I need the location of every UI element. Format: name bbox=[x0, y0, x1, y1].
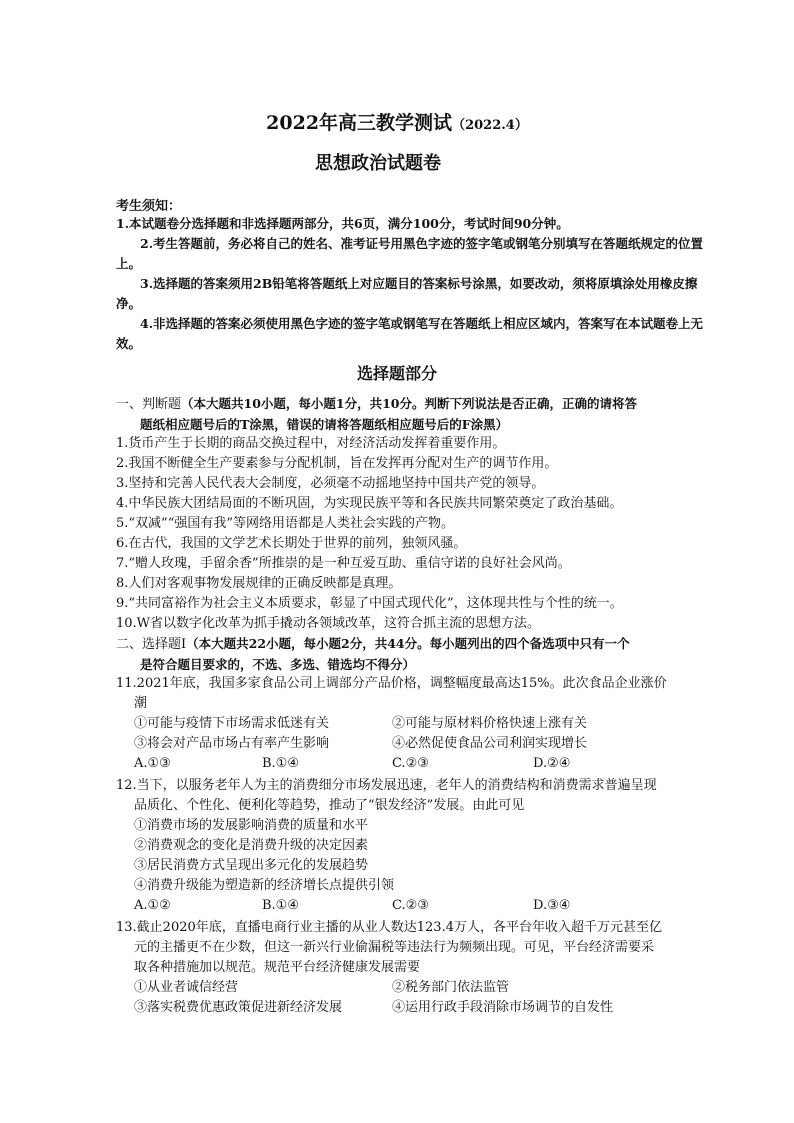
q12-option-3: ③居民消费方式呈现出多元化的发展趋势 bbox=[134, 858, 369, 873]
section-title: 选择题部分 bbox=[356, 364, 437, 383]
part1-instruction: （本大题共10小题，每小题1分，共10分。判断下列说法是否正确，正确的请将答 bbox=[181, 396, 638, 411]
q11-answer-d: D.②④ bbox=[533, 756, 571, 771]
part1-instruction-cont: 题纸相应题号后的T涂黑，错误的请将答题纸相应题号后的F涂黑） bbox=[140, 417, 509, 432]
part2-instruction: （本大题共22小题，每小题2分，共44分。每小题列出的四个备选项中只有一个 bbox=[186, 636, 630, 651]
part2-header bbox=[116, 634, 706, 675]
q13-stem-line1: 13.截止2020年底，直播电商行业主播的从业人数达123.4万人，各平台年收入超千万元甚至亿 bbox=[116, 920, 662, 935]
part2-instruction-cont: 是符合题目要求的，不选、多选、错选均不得分） bbox=[140, 657, 416, 672]
q11-stem-line1: 11.2021年底，我国多家食品公司上调部分产品价格，调整幅度最高达15%。此次食品企业涨价 bbox=[116, 676, 667, 691]
q12-stem-line1: 12.当下，以服务老年人为主的消费细分市场发展迅速，老年人的消费结构和消费需求普遍呈现 bbox=[116, 778, 657, 793]
exam-subtitle: 思想政治试题卷 bbox=[315, 153, 441, 174]
q13-option-3: ③落实税费优惠政策促进新经济发展 bbox=[134, 1000, 343, 1015]
q11-option-3: ③将会对产品市场占有率产生影响 bbox=[134, 736, 330, 751]
q11-option-2: ②可能与原材料价格快速上涨有关 bbox=[392, 716, 588, 731]
q12-answer-c: C.②③ bbox=[392, 898, 429, 913]
q13-stem-line2: 元的主播更不在少数，但这一新兴行业偷漏税等违法行为频频出现。可见，平台经济需要采 bbox=[134, 940, 655, 955]
q12-option-1: ①消费市场的发展影响消费的质量和水平 bbox=[134, 818, 369, 833]
judge-item-6: 6.在古代，我国的文学艺术长期处于世界的前列，独领风骚。 bbox=[116, 536, 467, 551]
notice-heading: 考生须知： bbox=[116, 199, 182, 214]
notice-item-2: 2.考生答题前，务必将自己的姓名、准考证号用黑色字迹的签字笔或钢笔分别填写在答题纸规定的位置上。 bbox=[116, 236, 704, 271]
notice-item-4: 4.非选择题的答案必须使用黑色字迹的签字笔或钢笔写在答题纸上相应区域内，答案写在本试题卷上无效。 bbox=[116, 316, 704, 351]
q13-stem-line3: 取各种措施加以规范。规范平台经济健康发展需要 bbox=[134, 960, 421, 975]
judge-item-2: 2.我国不断健全生产要素参与分配机制，旨在发挥再分配对生产的调节作用。 bbox=[116, 456, 558, 471]
judge-item-7: 7.“赠人玫瑰，手留余香”所推崇的是一种互爱互助、重信守诺的良好社会风尚。 bbox=[116, 556, 571, 571]
notice-item-1: 1.本试题卷分选择题和非选择题两部分，共6页，满分100分，考试时间90分钟。 bbox=[116, 216, 569, 231]
q11-stem-line2: 潮 bbox=[134, 696, 148, 711]
exam-title bbox=[0, 108, 794, 135]
judge-item-1: 1.货币产生于长期的商品交换过程中，对经济活动发挥着重要作用。 bbox=[116, 436, 506, 451]
q13-option-4: ④运用行政手段消除市场调节的自发性 bbox=[392, 1000, 614, 1015]
q11-answer-c: C.②③ bbox=[392, 756, 429, 771]
part1-header bbox=[116, 394, 706, 435]
q13-option-2: ②税务部门依法监管 bbox=[392, 980, 510, 995]
judge-item-10: 10.W省以数字化改革为抓手撬动各领域改革，这符合抓主流的思想方法。 bbox=[116, 616, 541, 631]
q11-option-4: ④必然促使食品公司利润实现增长 bbox=[392, 736, 588, 751]
q12-option-2: ②消费观念的变化是消费升级的决定因素 bbox=[134, 838, 369, 853]
judge-item-4: 4.中华民族大团结局面的不断巩固，为实现民族平等和各民族共同繁荣奠定了政治基础。 bbox=[116, 496, 623, 511]
part1-label: 一、判断题 bbox=[116, 397, 182, 412]
judge-item-5: 5.“双减”“强国有我”等网络用语都是人类社会实践的产物。 bbox=[116, 516, 454, 531]
judge-item-9: 9.“共同富裕作为社会主义本质要求，彰显了中国式现代化”，这体现共性与个性的统一。 bbox=[116, 596, 623, 611]
exam-date: （2022.4） bbox=[452, 118, 528, 133]
q12-option-4: ④消费升级能为塑造新的经济增长点提供引领 bbox=[134, 878, 395, 893]
title-text: 2022年高三教学测试 bbox=[266, 112, 453, 134]
judge-item-3: 3.坚持和完善人民代表大会制度，必须毫不动摇地坚持中国共产党的领导。 bbox=[116, 476, 545, 491]
q11-option-1: ①可能与疫情下市场需求低迷有关 bbox=[134, 716, 330, 731]
q12-answer-a: A.①② bbox=[134, 898, 171, 913]
notice-item-3: 3.选择题的答案须用2B铅笔将答题纸上对应题目的答案标号涂黑，如要改动，须将原填涂处用橡皮擦净。 bbox=[116, 276, 698, 311]
q12-stem-line2: 品质化、个性化、便利化等趋势，推动了“银发经济”发展。由此可见 bbox=[134, 798, 525, 813]
judge-item-8: 8.人们对客观事物发展规律的正确反映都是真理。 bbox=[116, 576, 402, 591]
q11-answer-a: A.①③ bbox=[134, 756, 171, 771]
q12-answer-b: B.①④ bbox=[262, 898, 299, 913]
q11-answer-b: B.①④ bbox=[262, 756, 299, 771]
q13-option-1: ①从业者诚信经营 bbox=[134, 980, 239, 995]
part2-label: 二、选择题Ⅰ bbox=[116, 637, 187, 652]
q12-answer-d: D.③④ bbox=[533, 898, 571, 913]
